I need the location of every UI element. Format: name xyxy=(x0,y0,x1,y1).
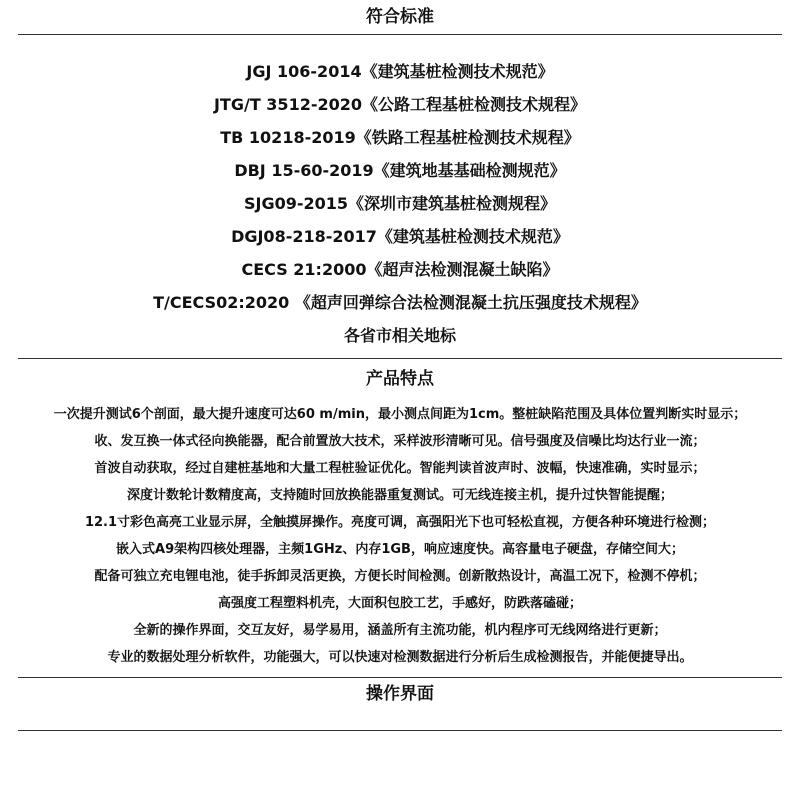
features-section xyxy=(0,359,800,671)
feature-item: 全新的操作界面，交互友好，易学易用，涵盖所有主流功能，机内程序可无线网络进行更新； xyxy=(133,623,667,638)
standards-section xyxy=(0,0,800,352)
features-list xyxy=(5,399,795,671)
feature-item: 高强度工程塑料机壳，大面积包胶工艺，手感好，防跌落磕碰； xyxy=(217,596,582,611)
feature-item: 首波自动获取，经过自建桩基地和大量工程桩验证优化。智能判读首波声时、波幅，快速准确，实时显示； xyxy=(94,461,706,476)
standard-item: TB 10218-2019《铁路工程基桩检测技术规程》 xyxy=(220,128,580,147)
feature-item: 专业的数据处理分析软件，功能强大，可以快速对检测数据进行分析后生成检测报告，并能便捷导出。 xyxy=(107,650,693,665)
standard-item: CECS 21:2000《超声法检测混凝土缺陷》 xyxy=(241,260,559,279)
feature-item: 嵌入式A9架构四核处理器，主频1GHz、内存1GB，响应速度快。高容量电子硬盘，存储空间大； xyxy=(116,542,684,557)
feature-item: 一次提升测试6个剖面，最大提升速度可达60 m/min，最小测点间距为1cm。整桩缺陷范围及具体位置判断实时显示； xyxy=(53,407,747,422)
standard-item: 各省市相关地标 xyxy=(343,326,456,345)
standard-item: JTG/T 3512-2020《公路工程基桩检测技术规程》 xyxy=(213,95,587,114)
standard-item: SJG09-2015《深圳市建筑基桩检测规程》 xyxy=(243,194,557,213)
feature-item: 配备可独立充电锂电池，徒手拆卸灵活更换，方便长时间检测。创新散热设计，高温工况下，检测不停机； xyxy=(94,569,706,584)
divider xyxy=(18,730,782,731)
standard-item: JGJ 106-2014《建筑基桩检测技术规范》 xyxy=(246,62,554,81)
standards-heading: 符合标准 xyxy=(366,7,434,27)
feature-item: 收、发互换一体式径向换能器，配合前置放大技术，采样波形清晰可见。信号强度及信噪比均达行业一流； xyxy=(94,434,706,449)
feature-item: 12.1寸彩色高亮工业显示屏，全触摸屏操作。亮度可调，高强阳光下也可轻松直视，方便各种环境进行检测； xyxy=(84,515,716,530)
features-heading: 产品特点 xyxy=(366,369,434,389)
standards-list xyxy=(0,35,800,352)
standard-item: DBJ 15-60-2019《建筑地基基础检测规范》 xyxy=(234,161,566,180)
interface-section xyxy=(0,678,800,731)
standard-item: DGJ08-218-2017《建筑基桩检测技术规范》 xyxy=(231,227,569,246)
feature-item: 深度计数轮计数精度高，支持随时回放换能器重复测试。可无线连接主机，提升过快智能提醒； xyxy=(126,488,673,503)
standard-item: T/CECS02:2020 《超声回弹综合法检测混凝土抗压强度技术规程》 xyxy=(153,293,647,312)
interface-heading: 操作界面 xyxy=(366,684,434,704)
